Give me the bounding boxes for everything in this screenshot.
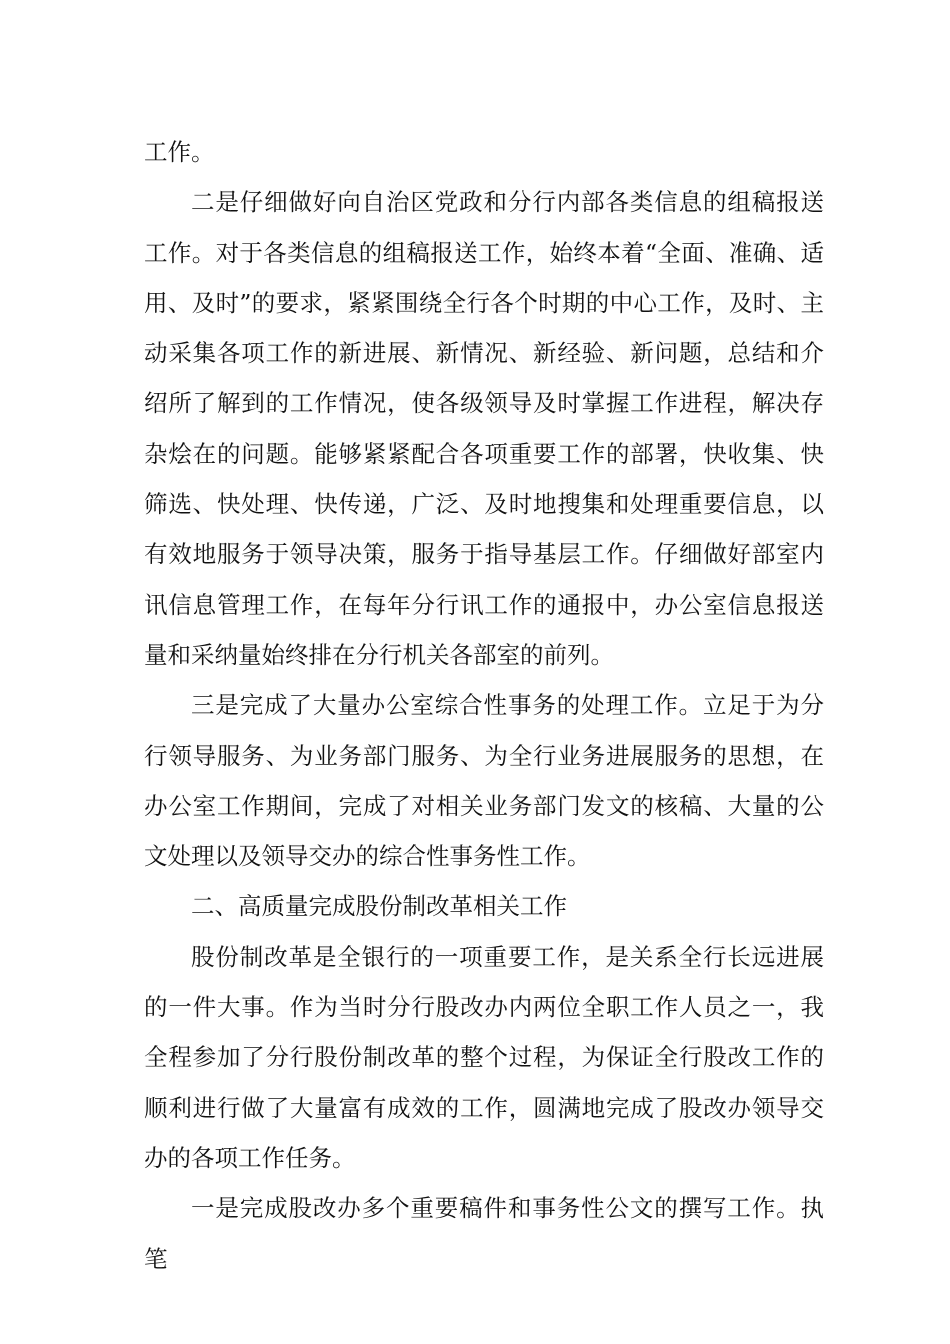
document-body (144, 127, 824, 1284)
section-heading-shareholding-reform: 二、高质量完成股份制改革相关工作 (191, 892, 567, 921)
paragraph-office-affairs: 三是完成了大量办公室综合性事务的处理工作。立足于为分行领导服务、为业务部门服务、为全行业务进展服务的思想，在办公室工作期间，完成了对相关业务部门发文的核稿、大量的公文处理以及领导交办的综合性事务性工作。 (144, 691, 824, 871)
paragraph-shareholding-reform: 股份制改革是全银行的一项重要工作，是关系全行长远进展的一件大事。作为当时分行股改办内两位全职工作人员之一，我全程参加了分行股份制改革的整个过程，为保证全行股改工作的顺利进行做了大量富有成效的工作，圆满地完成了股改办领导交办的各项工作任务。 (144, 942, 824, 1172)
paragraph-continuation: 工作。 (144, 138, 215, 166)
paragraph-information-reporting: 二是仔细做好向自治区党政和分行内部各类信息的组稿报送工作。对于各类信息的组稿报送工作，始终本着“全面、准确、适用、及时”的要求，紧紧围绕全行各个时期的中心工作，及时、主动采集各项工作的新进展、新情况、新经验、新问题，总结和介绍所了解到的工作情况，使各级领导及时掌握工作进程，解决存杂烩在的问题。能够紧紧配合各项重要工作的部署，快收集、快筛选、快处理、快传递，广泛、及时地搜集和处理重要信息，以有效地服务于领导决策，服务于指导基层工作。仔细做好部室内讯信息管理工作，在每年分行讯工作的通报中，办公室信息报送量和采纳量始终排在分行机关各部室的前列。 (144, 188, 824, 669)
paragraph-document-drafting: 一是完成股改办多个重要稿件和事务性公文的撰写工作。执笔 (144, 1194, 824, 1273)
